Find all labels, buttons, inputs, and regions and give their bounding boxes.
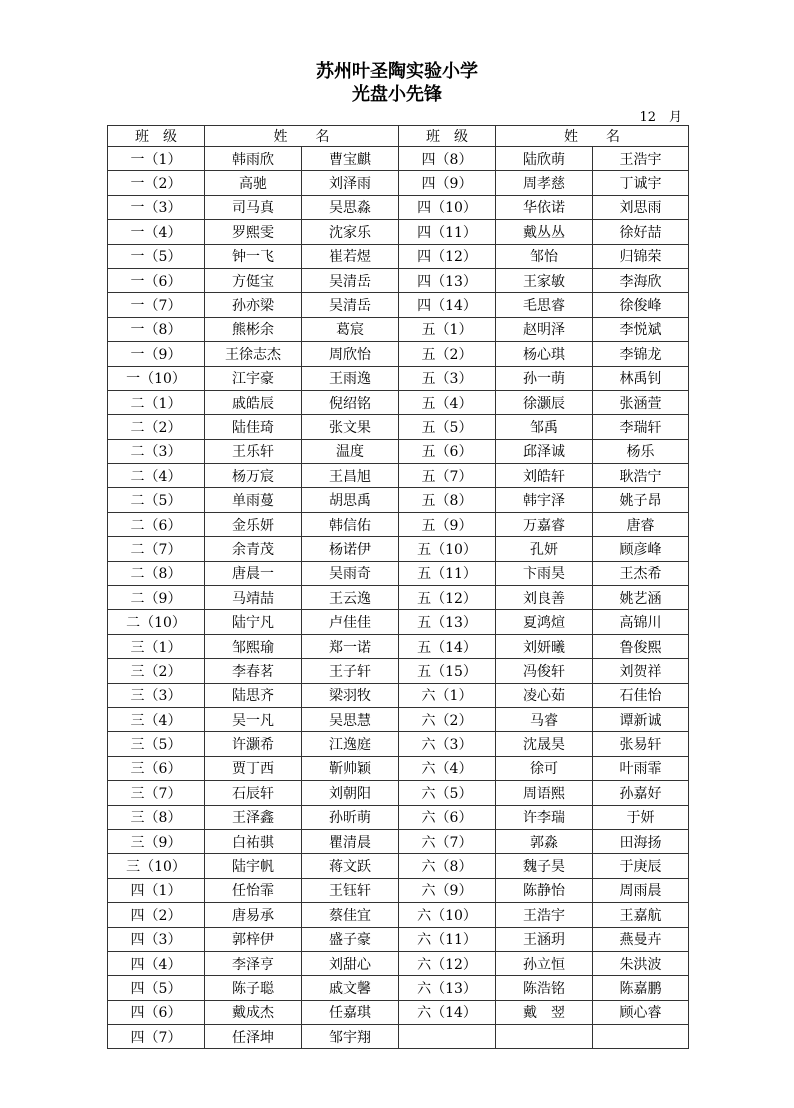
- left-student-name-cell: 白祐骐: [205, 829, 302, 853]
- right-student-name-cell: 王浩宇: [593, 147, 689, 171]
- right-student-name-cell: 刘皓轩: [496, 464, 593, 488]
- right-student-name-cell: 顾彦峰: [593, 537, 689, 561]
- right-student-name-cell: 陈静怡: [496, 878, 593, 902]
- left-class-cell: 四（4）: [108, 951, 205, 975]
- table-row: [108, 147, 689, 171]
- left-class-cell: 四（7）: [108, 1025, 205, 1049]
- right-student-name-cell: 万嘉睿: [496, 512, 593, 536]
- left-student-name-cell: 张文果: [302, 415, 399, 439]
- table-row: [108, 976, 689, 1000]
- left-student-name-cell: 陆宁凡: [205, 610, 302, 634]
- left-student-name-cell: 曹宝麒: [302, 147, 399, 171]
- right-student-name-cell: 刘良善: [496, 586, 593, 610]
- table-row: [108, 390, 689, 414]
- left-student-name-cell: 吴思慧: [302, 707, 399, 731]
- left-class-cell: 二（8）: [108, 561, 205, 585]
- left-student-name-cell: 许灏希: [205, 732, 302, 756]
- table-row: [108, 951, 689, 975]
- table-row: [108, 878, 689, 902]
- left-class-cell: 三（10）: [108, 854, 205, 878]
- table-row: [108, 512, 689, 536]
- right-student-name-cell: 陈嘉鹏: [593, 976, 689, 1000]
- left-student-name-cell: 倪绍铭: [302, 390, 399, 414]
- table-row: [108, 903, 689, 927]
- right-student-name-cell: 李悦斌: [593, 317, 689, 341]
- left-class-cell: 四（2）: [108, 903, 205, 927]
- right-student-name-cell: 李锦龙: [593, 342, 689, 366]
- left-student-name-cell: 单雨蔓: [205, 488, 302, 512]
- right-student-name-cell: 于妍: [593, 805, 689, 829]
- right-class-cell: 五（13）: [399, 610, 496, 634]
- right-class-cell: 四（9）: [399, 171, 496, 195]
- table-row: [108, 464, 689, 488]
- right-student-name-cell: 夏鸿煊: [496, 610, 593, 634]
- right-student-name-cell: 石佳怡: [593, 683, 689, 707]
- left-student-name-cell: 钟一飞: [205, 244, 302, 268]
- table-row: [108, 659, 689, 683]
- right-class-cell: 五（10）: [399, 537, 496, 561]
- left-student-name-cell: 江宇豪: [205, 366, 302, 390]
- right-class-cell: 四（13）: [399, 268, 496, 292]
- right-student-name-cell: 耿浩宁: [593, 464, 689, 488]
- left-class-cell: 一（6）: [108, 268, 205, 292]
- left-student-name-cell: 梁羽牧: [302, 683, 399, 707]
- right-student-name-cell: 邹禹: [496, 415, 593, 439]
- right-class-cell: 六（8）: [399, 854, 496, 878]
- left-student-name-cell: 盛子豪: [302, 927, 399, 951]
- table-row: [108, 683, 689, 707]
- table-row: [108, 268, 689, 292]
- right-student-name-cell: 徐灏辰: [496, 390, 593, 414]
- left-class-cell: 四（5）: [108, 976, 205, 1000]
- right-student-name-cell: 王家敏: [496, 268, 593, 292]
- left-class-cell: 三（6）: [108, 756, 205, 780]
- left-student-name-cell: 郭梓伊: [205, 927, 302, 951]
- left-class-cell: 二（9）: [108, 586, 205, 610]
- left-student-name-cell: 陆思齐: [205, 683, 302, 707]
- right-student-name-cell: 杨心琪: [496, 342, 593, 366]
- right-class-cell: 六（11）: [399, 927, 496, 951]
- table-row: [108, 244, 689, 268]
- table-row: [108, 610, 689, 634]
- right-student-name-cell: 冯俊轩: [496, 659, 593, 683]
- right-class-cell: 五（2）: [399, 342, 496, 366]
- left-class-cell: 三（2）: [108, 659, 205, 683]
- honor-subtitle: 光盘小先锋: [352, 84, 442, 105]
- left-student-name-cell: 任泽坤: [205, 1025, 302, 1049]
- right-student-name-cell: 孔妍: [496, 537, 593, 561]
- right-student-name-cell: 孙一萌: [496, 366, 593, 390]
- table-row: [108, 854, 689, 878]
- right-student-name-cell: 戴丛丛: [496, 220, 593, 244]
- left-student-name-cell: 贾丁西: [205, 756, 302, 780]
- right-student-name-cell: 杨乐: [593, 439, 689, 463]
- left-student-name-cell: 吴清岳: [302, 293, 399, 317]
- right-student-name-cell: 毛思睿: [496, 293, 593, 317]
- right-student-name-cell: 刘妍曦: [496, 634, 593, 658]
- left-class-cell: 一（5）: [108, 244, 205, 268]
- left-student-name-cell: 韩信佑: [302, 512, 399, 536]
- right-class-cell: 五（1）: [399, 317, 496, 341]
- left-student-name-cell: 崔若煜: [302, 244, 399, 268]
- left-student-name-cell: 胡思禹: [302, 488, 399, 512]
- left-student-name-cell: 杨诺伊: [302, 537, 399, 561]
- right-class-cell: 六（7）: [399, 829, 496, 853]
- left-class-cell: 三（1）: [108, 634, 205, 658]
- left-student-name-cell: 王徐志杰: [205, 342, 302, 366]
- right-student-name-cell: 叶雨霏: [593, 756, 689, 780]
- right-class-cell: 五（15）: [399, 659, 496, 683]
- left-student-name-cell: 王钰轩: [302, 878, 399, 902]
- table-row: [108, 195, 689, 219]
- right-student-name-cell: 周语熙: [496, 781, 593, 805]
- left-class-cell: 一（3）: [108, 195, 205, 219]
- header-name-left: 姓 名: [205, 126, 399, 147]
- left-class-cell: 一（10）: [108, 366, 205, 390]
- right-student-name-cell: 赵明泽: [496, 317, 593, 341]
- table-row: [108, 488, 689, 512]
- left-student-name-cell: 李泽亨: [205, 951, 302, 975]
- table-row: [108, 342, 689, 366]
- header-class-left: 班 级: [108, 126, 205, 147]
- left-student-name-cell: 王泽鑫: [205, 805, 302, 829]
- right-student-name-cell: 郭淼: [496, 829, 593, 853]
- right-student-name-cell: 魏子昊: [496, 854, 593, 878]
- right-student-name-cell: 卞雨昊: [496, 561, 593, 585]
- left-class-cell: 三（8）: [108, 805, 205, 829]
- right-student-name-cell: 戴 翌: [496, 1000, 593, 1024]
- left-student-name-cell: 戚文馨: [302, 976, 399, 1000]
- left-class-cell: 一（8）: [108, 317, 205, 341]
- left-student-name-cell: 任嘉琪: [302, 1000, 399, 1024]
- left-class-cell: 四（3）: [108, 927, 205, 951]
- left-student-name-cell: 金乐妍: [205, 512, 302, 536]
- right-student-name-cell: 沈晟昊: [496, 732, 593, 756]
- table-row: [108, 1000, 689, 1024]
- left-student-name-cell: 刘朝阳: [302, 781, 399, 805]
- right-class-cell: 六（14）: [399, 1000, 496, 1024]
- right-class-cell: 五（4）: [399, 390, 496, 414]
- left-student-name-cell: 瞿清晨: [302, 829, 399, 853]
- right-class-cell: 四（14）: [399, 293, 496, 317]
- table-row: [108, 220, 689, 244]
- table-row: [108, 1025, 689, 1049]
- left-student-name-cell: 陆宇帆: [205, 854, 302, 878]
- right-class-cell: 五（3）: [399, 366, 496, 390]
- left-class-cell: 二（5）: [108, 488, 205, 512]
- left-class-cell: 一（9）: [108, 342, 205, 366]
- left-class-cell: 二（4）: [108, 464, 205, 488]
- right-student-name-cell: 王涵玥: [496, 927, 593, 951]
- left-student-name-cell: 王乐轩: [205, 439, 302, 463]
- left-student-name-cell: 王云逸: [302, 586, 399, 610]
- right-class-cell: [399, 1025, 496, 1049]
- left-student-name-cell: 靳帅颖: [302, 756, 399, 780]
- honor-roster-table: [107, 125, 689, 1049]
- left-student-name-cell: 唐晨一: [205, 561, 302, 585]
- left-student-name-cell: 吴思淼: [302, 195, 399, 219]
- right-student-name-cell: 邹怡: [496, 244, 593, 268]
- left-student-name-cell: 李春茗: [205, 659, 302, 683]
- right-class-cell: 四（8）: [399, 147, 496, 171]
- left-student-name-cell: 戴成杰: [205, 1000, 302, 1024]
- table-row: [108, 707, 689, 731]
- left-student-name-cell: 邹熙瑜: [205, 634, 302, 658]
- right-student-name-cell: 姚子昂: [593, 488, 689, 512]
- right-student-name-cell: 陆欣萌: [496, 147, 593, 171]
- table-row: [108, 366, 689, 390]
- table-row: [108, 439, 689, 463]
- left-student-name-cell: 卢佳佳: [302, 610, 399, 634]
- right-student-name-cell: 林禹钊: [593, 366, 689, 390]
- right-student-name-cell: [496, 1025, 593, 1049]
- table-row: [108, 805, 689, 829]
- left-student-name-cell: 温度: [302, 439, 399, 463]
- left-class-cell: 二（1）: [108, 390, 205, 414]
- left-class-cell: 四（1）: [108, 878, 205, 902]
- left-student-name-cell: 唐易承: [205, 903, 302, 927]
- left-class-cell: 三（9）: [108, 829, 205, 853]
- right-student-name-cell: 王杰希: [593, 561, 689, 585]
- right-student-name-cell: 徐好喆: [593, 220, 689, 244]
- header-name-right: 姓 名: [496, 126, 689, 147]
- right-student-name-cell: 唐睿: [593, 512, 689, 536]
- right-class-cell: 五（9）: [399, 512, 496, 536]
- left-class-cell: 二（2）: [108, 415, 205, 439]
- right-student-name-cell: 凌心茹: [496, 683, 593, 707]
- left-student-name-cell: 司马真: [205, 195, 302, 219]
- right-student-name-cell: 马睿: [496, 707, 593, 731]
- left-student-name-cell: 王子轩: [302, 659, 399, 683]
- right-student-name-cell: 张易轩: [593, 732, 689, 756]
- roster-body: [108, 147, 689, 1049]
- right-student-name-cell: 燕曼卉: [593, 927, 689, 951]
- left-student-name-cell: 周欣怡: [302, 342, 399, 366]
- table-row: [108, 756, 689, 780]
- left-student-name-cell: 韩雨欣: [205, 147, 302, 171]
- right-student-name-cell: 于庚辰: [593, 854, 689, 878]
- right-class-cell: 五（7）: [399, 464, 496, 488]
- left-class-cell: 三（3）: [108, 683, 205, 707]
- right-class-cell: 六（9）: [399, 878, 496, 902]
- right-class-cell: 六（5）: [399, 781, 496, 805]
- table-row: [108, 829, 689, 853]
- right-student-name-cell: 张涵萱: [593, 390, 689, 414]
- left-student-name-cell: 戚皓辰: [205, 390, 302, 414]
- right-student-name-cell: 丁诚宇: [593, 171, 689, 195]
- table-row: [108, 586, 689, 610]
- right-student-name-cell: 顾心睿: [593, 1000, 689, 1024]
- left-student-name-cell: 孙昕萌: [302, 805, 399, 829]
- right-student-name-cell: 刘思雨: [593, 195, 689, 219]
- right-student-name-cell: 周孝慈: [496, 171, 593, 195]
- left-student-name-cell: 王昌旭: [302, 464, 399, 488]
- right-class-cell: 四（10）: [399, 195, 496, 219]
- right-class-cell: 六（13）: [399, 976, 496, 1000]
- left-class-cell: 一（1）: [108, 147, 205, 171]
- right-class-cell: 五（6）: [399, 439, 496, 463]
- table-row: [108, 781, 689, 805]
- left-student-name-cell: 邹宇翔: [302, 1025, 399, 1049]
- left-student-name-cell: 高驰: [205, 171, 302, 195]
- right-class-cell: 六（10）: [399, 903, 496, 927]
- month-label: 12 月: [639, 110, 682, 125]
- right-class-cell: 六（1）: [399, 683, 496, 707]
- table-row: [108, 317, 689, 341]
- right-student-name-cell: 孙立恒: [496, 951, 593, 975]
- right-student-name-cell: 韩宇泽: [496, 488, 593, 512]
- left-student-name-cell: 刘甜心: [302, 951, 399, 975]
- table-row: [108, 171, 689, 195]
- left-class-cell: 三（4）: [108, 707, 205, 731]
- left-student-name-cell: 王雨逸: [302, 366, 399, 390]
- right-student-name-cell: 邱泽诚: [496, 439, 593, 463]
- left-student-name-cell: 吴一凡: [205, 707, 302, 731]
- right-student-name-cell: [593, 1025, 689, 1049]
- right-class-cell: 六（4）: [399, 756, 496, 780]
- left-student-name-cell: 吴清岳: [302, 268, 399, 292]
- left-student-name-cell: 蒋文跃: [302, 854, 399, 878]
- right-student-name-cell: 周雨晨: [593, 878, 689, 902]
- right-class-cell: 六（2）: [399, 707, 496, 731]
- right-student-name-cell: 李海欣: [593, 268, 689, 292]
- right-student-name-cell: 归锦荣: [593, 244, 689, 268]
- right-student-name-cell: 刘贺祥: [593, 659, 689, 683]
- right-class-cell: 四（11）: [399, 220, 496, 244]
- right-class-cell: 六（3）: [399, 732, 496, 756]
- table-row: [108, 634, 689, 658]
- left-student-name-cell: 沈家乐: [302, 220, 399, 244]
- left-class-cell: 二（7）: [108, 537, 205, 561]
- right-student-name-cell: 陈浩铭: [496, 976, 593, 1000]
- table-row: [108, 537, 689, 561]
- right-student-name-cell: 姚艺涵: [593, 586, 689, 610]
- left-student-name-cell: 余青茂: [205, 537, 302, 561]
- header-class-right: 班 级: [399, 126, 496, 147]
- right-student-name-cell: 许李瑞: [496, 805, 593, 829]
- right-class-cell: 六（6）: [399, 805, 496, 829]
- left-student-name-cell: 刘泽雨: [302, 171, 399, 195]
- right-student-name-cell: 高锦川: [593, 610, 689, 634]
- left-student-name-cell: 孙亦梁: [205, 293, 302, 317]
- table-row: [108, 732, 689, 756]
- left-student-name-cell: 江逸庭: [302, 732, 399, 756]
- right-student-name-cell: 徐可: [496, 756, 593, 780]
- left-student-name-cell: 吴雨奇: [302, 561, 399, 585]
- left-student-name-cell: 方侹宝: [205, 268, 302, 292]
- left-class-cell: 二（6）: [108, 512, 205, 536]
- left-student-name-cell: 石辰轩: [205, 781, 302, 805]
- right-student-name-cell: 鲁俊熙: [593, 634, 689, 658]
- left-student-name-cell: 陆佳琦: [205, 415, 302, 439]
- right-student-name-cell: 徐俊峰: [593, 293, 689, 317]
- left-student-name-cell: 陈子聪: [205, 976, 302, 1000]
- left-student-name-cell: 郑一诺: [302, 634, 399, 658]
- left-class-cell: 一（7）: [108, 293, 205, 317]
- right-class-cell: 五（8）: [399, 488, 496, 512]
- right-class-cell: 五（14）: [399, 634, 496, 658]
- left-student-name-cell: 熊彬余: [205, 317, 302, 341]
- left-class-cell: 一（2）: [108, 171, 205, 195]
- school-title: 苏州叶圣陶实验小学: [316, 61, 478, 82]
- left-student-name-cell: 杨万宸: [205, 464, 302, 488]
- header-row: [108, 126, 689, 147]
- right-student-name-cell: 王嘉航: [593, 903, 689, 927]
- right-student-name-cell: 华依诺: [496, 195, 593, 219]
- left-student-name-cell: 任怡霏: [205, 878, 302, 902]
- right-student-name-cell: 孙嘉好: [593, 781, 689, 805]
- left-student-name-cell: 葛宸: [302, 317, 399, 341]
- table-row: [108, 415, 689, 439]
- right-class-cell: 五（11）: [399, 561, 496, 585]
- right-student-name-cell: 谭新诚: [593, 707, 689, 731]
- table-row: [108, 927, 689, 951]
- table-row: [108, 293, 689, 317]
- left-student-name-cell: 蔡佳宜: [302, 903, 399, 927]
- left-student-name-cell: 罗熙雯: [205, 220, 302, 244]
- left-class-cell: 二（3）: [108, 439, 205, 463]
- left-class-cell: 四（6）: [108, 1000, 205, 1024]
- right-student-name-cell: 李瑞轩: [593, 415, 689, 439]
- right-class-cell: 六（12）: [399, 951, 496, 975]
- right-class-cell: 五（5）: [399, 415, 496, 439]
- right-student-name-cell: 田海扬: [593, 829, 689, 853]
- left-class-cell: 三（5）: [108, 732, 205, 756]
- right-class-cell: 五（12）: [399, 586, 496, 610]
- table-row: [108, 561, 689, 585]
- left-student-name-cell: 马靖喆: [205, 586, 302, 610]
- left-class-cell: 二（10）: [108, 610, 205, 634]
- right-student-name-cell: 朱洪波: [593, 951, 689, 975]
- left-class-cell: 三（7）: [108, 781, 205, 805]
- left-class-cell: 一（4）: [108, 220, 205, 244]
- right-student-name-cell: 王浩宇: [496, 903, 593, 927]
- right-class-cell: 四（12）: [399, 244, 496, 268]
